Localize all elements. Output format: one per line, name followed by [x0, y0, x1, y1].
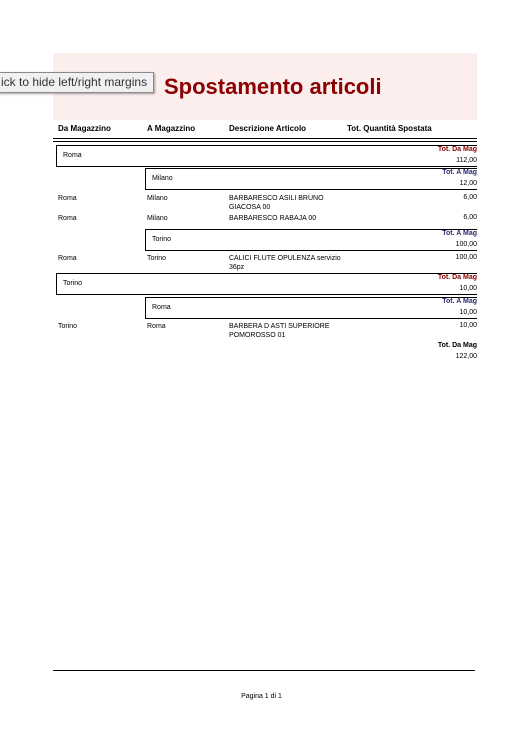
subgroup-header-torino — [145, 229, 477, 251]
row-quantita: 6,00 — [463, 214, 477, 221]
group-total-label: Tot. Da Mag — [437, 146, 477, 153]
group-total-value: 112,00 — [456, 157, 477, 164]
subgroup-header-roma — [145, 297, 477, 319]
group-header-torino — [56, 273, 477, 295]
footer-rule — [53, 670, 475, 671]
subgroup-total-label: Tot. A Mag — [442, 298, 477, 305]
row-a: Milano — [147, 215, 168, 222]
subgroup-total-value: 10,00 — [459, 309, 477, 316]
column-header-a-magazzino: A Magazzino — [147, 124, 196, 133]
group-total-value: 10,00 — [459, 285, 477, 292]
report-title: Spostamento articoli — [164, 74, 382, 99]
subgroup-total-value: 100,00 — [455, 241, 477, 248]
header-rule-2 — [53, 141, 477, 142]
row-da: Roma — [58, 195, 77, 202]
row-quantita: 10,00 — [459, 322, 477, 329]
row-da: Torino — [58, 323, 78, 330]
page-number: Pagina 1 di 1 — [241, 693, 282, 700]
group-label: Torino — [63, 280, 83, 287]
margin-tooltip: ick to hide left/right margins — [0, 72, 154, 93]
column-header-quantita: Tot. Quantità Spostata — [347, 124, 432, 133]
subgroup-label: Milano — [152, 175, 173, 182]
group-header-roma — [56, 145, 477, 167]
subgroup-total-label: Tot. A Mag — [442, 169, 477, 176]
row-quantita: 100,00 — [455, 254, 477, 261]
row-da: Roma — [58, 215, 77, 222]
row-a: Roma — [147, 323, 166, 330]
column-header-descrizione: Descrizione Articolo — [229, 124, 307, 133]
group-label: Roma — [63, 152, 82, 159]
row-descrizione: BARBERA D ASTI SUPERIORE POMOROSSO 01 — [229, 323, 330, 339]
subgroup-label: Torino — [152, 236, 172, 243]
row-a: Torino — [147, 255, 167, 262]
subgroup-total-value: 12,00 — [459, 180, 477, 187]
row-a: Milano — [147, 195, 168, 202]
row-da: Roma — [58, 255, 77, 262]
subgroup-header-milano — [145, 168, 477, 190]
subgroup-label: Roma — [152, 304, 171, 311]
subgroup-total-label: Tot. A Mag — [442, 230, 477, 237]
group-total-label: Tot. Da Mag — [437, 274, 477, 281]
row-descrizione: BARBARESCO ASILI BRUNO GIACOSA 00 — [229, 195, 324, 211]
column-header-da-magazzino: Da Magazzino — [58, 124, 111, 133]
header-rule — [53, 138, 477, 139]
grand-total-value: 122,00 — [455, 353, 477, 360]
row-descrizione: BARBARESCO RABAJA 00 — [229, 215, 317, 222]
row-descrizione: CALICI FLUTE OPULENZA servizio 36pz — [229, 255, 341, 271]
row-quantita: 6,00 — [463, 194, 477, 201]
grand-total-label: Tot. Da Mag — [437, 342, 477, 349]
